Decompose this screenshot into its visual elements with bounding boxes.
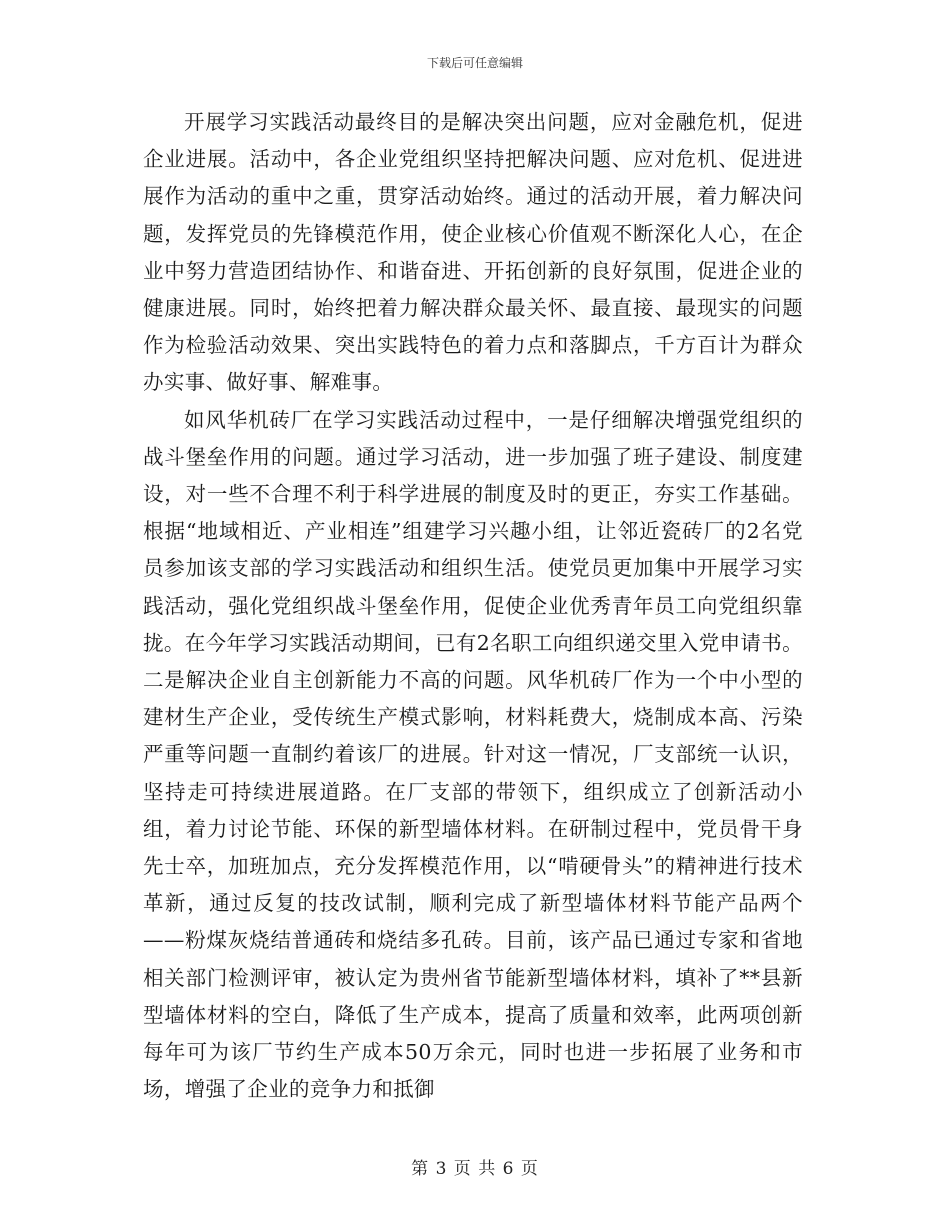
paragraph-1: 开展学习实践活动最终目的是解决突出问题，应对金融危机，促进企业进展。活动中，各企业党组织坚持把解决问题、应对危机、促进进展作为活动的重中之重，贯穿活动始终。通过的活动开展，着力解决问题，发挥党员的先锋模范作用，使企业核心价值观不断深化人心，在企业中努力营造团结协作、和谐奋进、开拓创新的良好氛围，促进企业的健康进展。同时，始终把着力解决群众最关怀、最直接、最现实的问题作为检验活动效果、突出实践特色的着力点和落脚点，千方百计为群众办实事、做好事、解难事。 <box>143 110 803 395</box>
page-header-note: 下载后可任意编辑 <box>426 56 523 70</box>
paragraph-2: 如风华机砖厂在学习实践活动过程中，一是仔细解决增强党组织的战斗堡垒作用的问题。通过学习活动，进一步加强了班子建设、制度建设，对一些不合理不利于科学进展的制度及时的更正，夯实工作基础。根据“地域相近、产业相连”组建学习兴趣小组，让邻近瓷砖厂的2名党员参加该支部的学习实践活动和组织生活。使党员更加集中开展学习实践活动，强化党组织战斗堡垒作用，促使企业优秀青年员工向党组织靠拢。在今年学习实践活动期间，已有2名职工向组织递交里入党申请书。二是解决企业自主创新能力不高的问题。风华机砖厂作为一个中小型的建材生产企业，受传统生产模式影响，材料耗费大，烧制成本高、污染严重等问题一直制约着该厂的进展。针对这一情况，厂支部统一认识，坚持走可持续进展道路。在厂支部的带领下，组织成立了创新活动小组，着力讨论节能、环保的新型墙体材料。在研制过程中，党员骨干身先士卒，加班加点，充分发挥模范作用，以“啃硬骨头”的精神进行技术革新，通过反复的技改试制，顺利完成了新型墙体材料节能产品两个——粉煤灰烧结普通砖和烧结多孔砖。目前，该产品已通过专家和省地相关部门检测评审，被认定为贵州省节能新型墙体材料，填补了**县新型墙体材料的空白，降低了生产成本，提高了质量和效率，此两项创新每年可为该厂节约生产成本50万余元，同时也进一步拓展了业务和市场，增强了企业的竞争力和抵御 <box>143 407 803 1102</box>
document-body <box>143 104 803 1108</box>
page-number-footer: 第 3 页 共 6 页 <box>411 1159 539 1179</box>
